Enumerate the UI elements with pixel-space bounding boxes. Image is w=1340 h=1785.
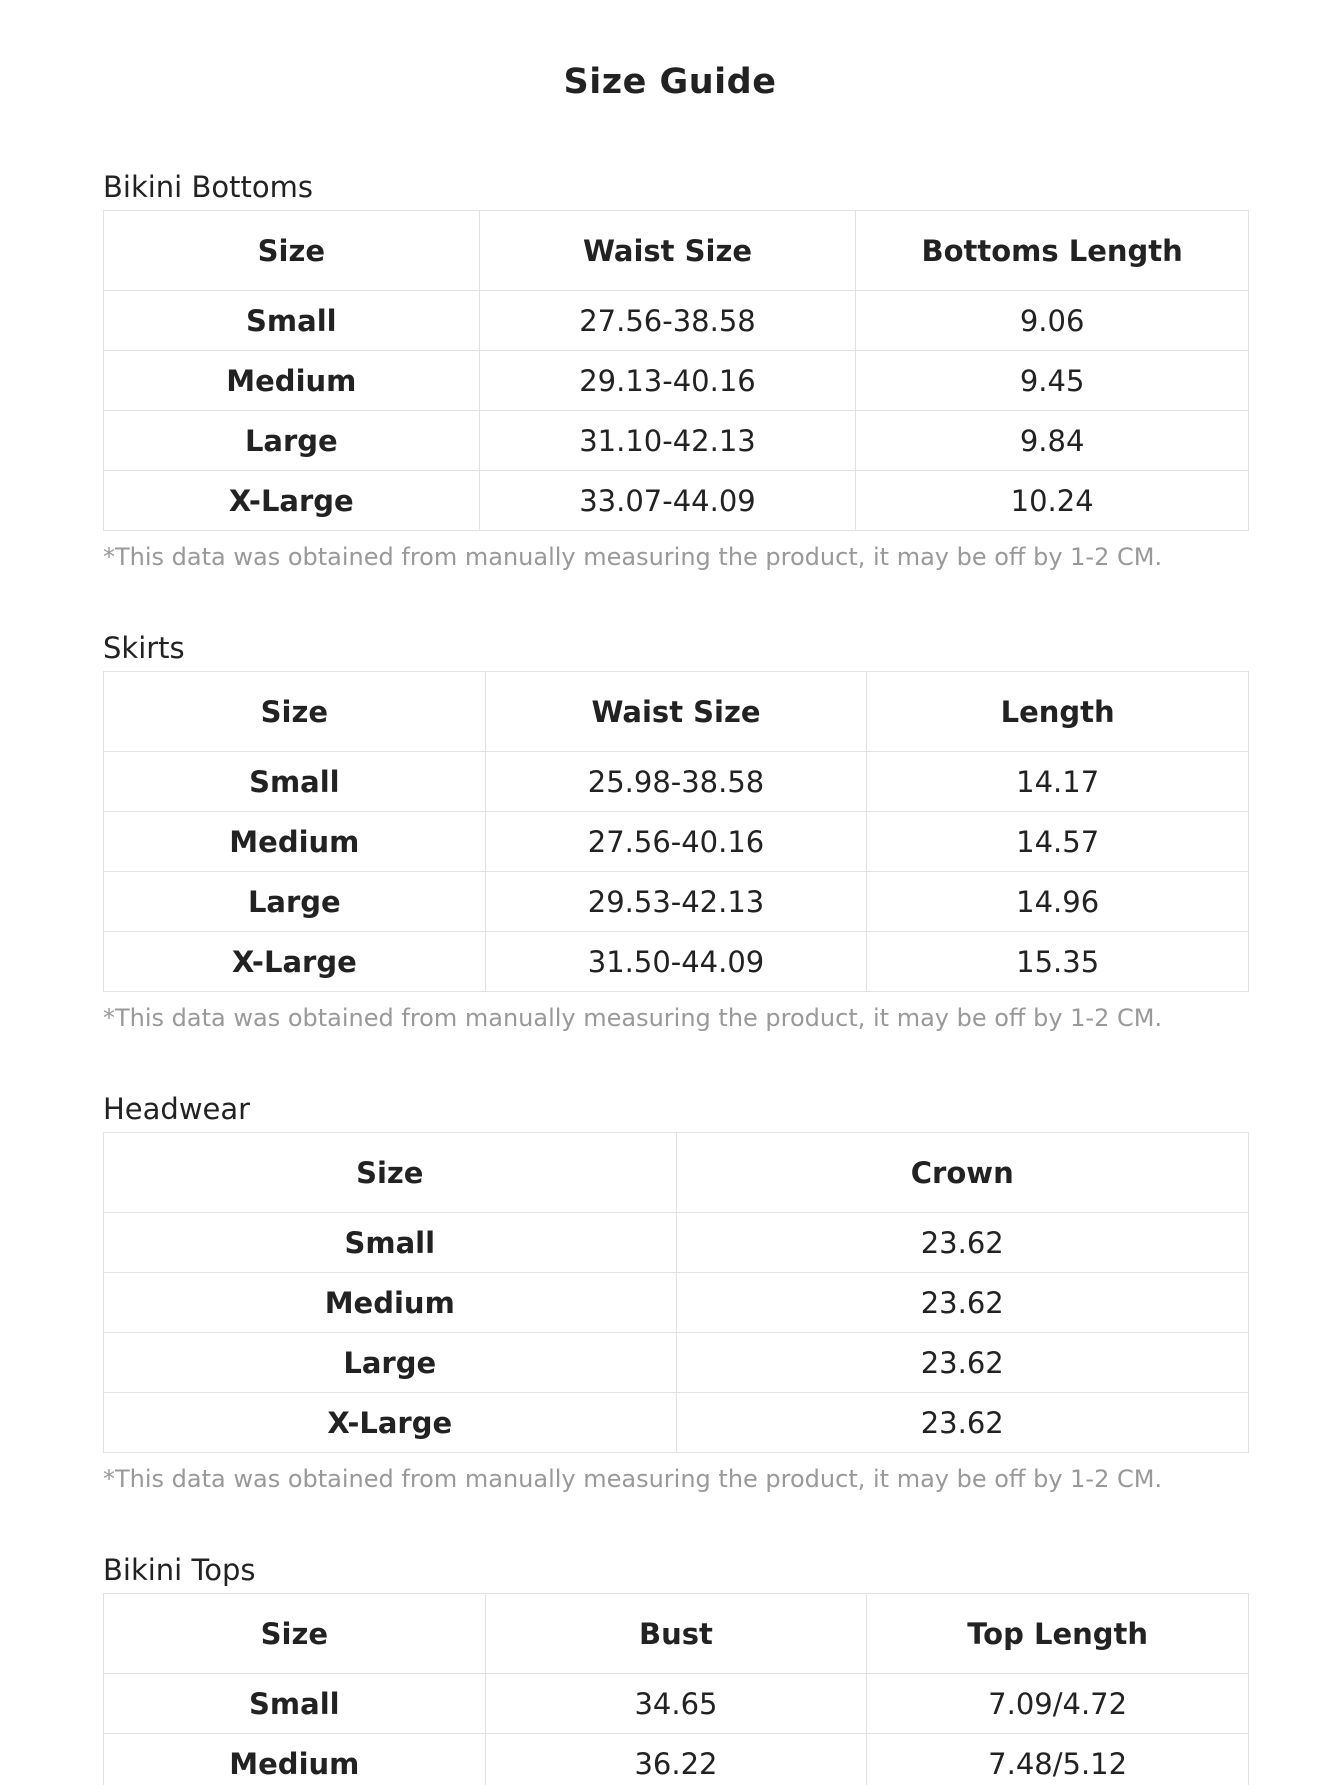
column-header-bottoms-length: Bottoms Length (856, 211, 1249, 291)
table-row (104, 411, 1249, 471)
table-row (104, 752, 1249, 812)
bust-cell: 36.22 (485, 1734, 867, 1785)
size-cell: Large (104, 1333, 677, 1393)
section-title: Headwear (103, 1092, 251, 1126)
size-cell: X-Large (104, 1393, 677, 1453)
waist-size-cell: 31.50-44.09 (485, 932, 867, 992)
table-header-row (104, 1594, 1249, 1674)
headwear-table (103, 1132, 1249, 1453)
waist-size-cell: 27.56-38.58 (479, 291, 856, 351)
measurement-disclaimer: *This data was obtained from manually measuring the product, it may be off by 1-2 CM. (103, 543, 1163, 571)
column-header-size: Size (104, 1133, 677, 1213)
table-header-row (104, 672, 1249, 752)
bikini-bottoms-table (103, 210, 1249, 531)
column-header-bust: Bust (485, 1594, 867, 1674)
section-title: Skirts (103, 631, 185, 665)
length-cell: 15.35 (867, 932, 1249, 992)
column-header-waist-size: Waist Size (479, 211, 856, 291)
bottoms-length-cell: 9.84 (856, 411, 1249, 471)
size-cell: Small (104, 291, 480, 351)
table-row (104, 872, 1249, 932)
column-header-size: Size (104, 211, 480, 291)
table-row (104, 1213, 1249, 1273)
table-row (104, 291, 1249, 351)
table-row (104, 932, 1249, 992)
size-cell: Large (104, 872, 486, 932)
table-header-row (104, 211, 1249, 291)
waist-size-cell: 29.53-42.13 (485, 872, 867, 932)
waist-size-cell: 33.07-44.09 (479, 471, 856, 531)
size-cell: Medium (104, 351, 480, 411)
headwear-section (103, 1086, 1249, 1505)
table-row (104, 812, 1249, 872)
page-title: Size Guide (563, 62, 777, 102)
length-cell: 14.17 (867, 752, 1249, 812)
crown-cell: 23.62 (676, 1393, 1249, 1453)
bottoms-length-cell: 9.06 (856, 291, 1249, 351)
bikini-tops-table (103, 1593, 1249, 1785)
top-length-cell: 7.48/5.12 (867, 1734, 1249, 1785)
bottoms-length-cell: 9.45 (856, 351, 1249, 411)
bottoms-length-cell: 10.24 (856, 471, 1249, 531)
table-row (104, 1734, 1249, 1785)
crown-cell: 23.62 (676, 1333, 1249, 1393)
column-header-size: Size (104, 672, 486, 752)
section-title: Bikini Bottoms (103, 170, 313, 204)
size-cell: Small (104, 1674, 486, 1734)
crown-cell: 23.62 (676, 1273, 1249, 1333)
measurement-disclaimer: *This data was obtained from manually measuring the product, it may be off by 1-2 CM. (103, 1465, 1163, 1493)
column-header-length: Length (867, 672, 1249, 752)
measurement-disclaimer: *This data was obtained from manually measuring the product, it may be off by 1-2 CM. (103, 1004, 1163, 1032)
table-row (104, 471, 1249, 531)
size-cell: Medium (104, 812, 486, 872)
skirts-table (103, 671, 1249, 992)
section-title: Bikini Tops (103, 1553, 256, 1587)
table-row (104, 351, 1249, 411)
length-cell: 14.57 (867, 812, 1249, 872)
size-cell: Large (104, 411, 480, 471)
size-cell: Small (104, 1213, 677, 1273)
bikini-tops-section (103, 1547, 1249, 1785)
waist-size-cell: 27.56-40.16 (485, 812, 867, 872)
size-cell: X-Large (104, 471, 480, 531)
size-cell: X-Large (104, 932, 486, 992)
column-header-waist-size: Waist Size (485, 672, 867, 752)
bust-cell: 34.65 (485, 1674, 867, 1734)
column-header-size: Size (104, 1594, 486, 1674)
size-cell: Medium (104, 1734, 486, 1785)
top-length-cell: 7.09/4.72 (867, 1674, 1249, 1734)
column-header-top-length: Top Length (867, 1594, 1249, 1674)
skirts-section (103, 625, 1249, 1044)
table-row (104, 1393, 1249, 1453)
waist-size-cell: 31.10-42.13 (479, 411, 856, 471)
size-cell: Medium (104, 1273, 677, 1333)
table-row (104, 1333, 1249, 1393)
waist-size-cell: 29.13-40.16 (479, 351, 856, 411)
table-row (104, 1674, 1249, 1734)
column-header-crown: Crown (676, 1133, 1249, 1213)
waist-size-cell: 25.98-38.58 (485, 752, 867, 812)
table-row (104, 1273, 1249, 1333)
bikini-bottoms-section (103, 164, 1249, 583)
table-header-row (104, 1133, 1249, 1213)
crown-cell: 23.62 (676, 1213, 1249, 1273)
length-cell: 14.96 (867, 872, 1249, 932)
size-cell: Small (104, 752, 486, 812)
